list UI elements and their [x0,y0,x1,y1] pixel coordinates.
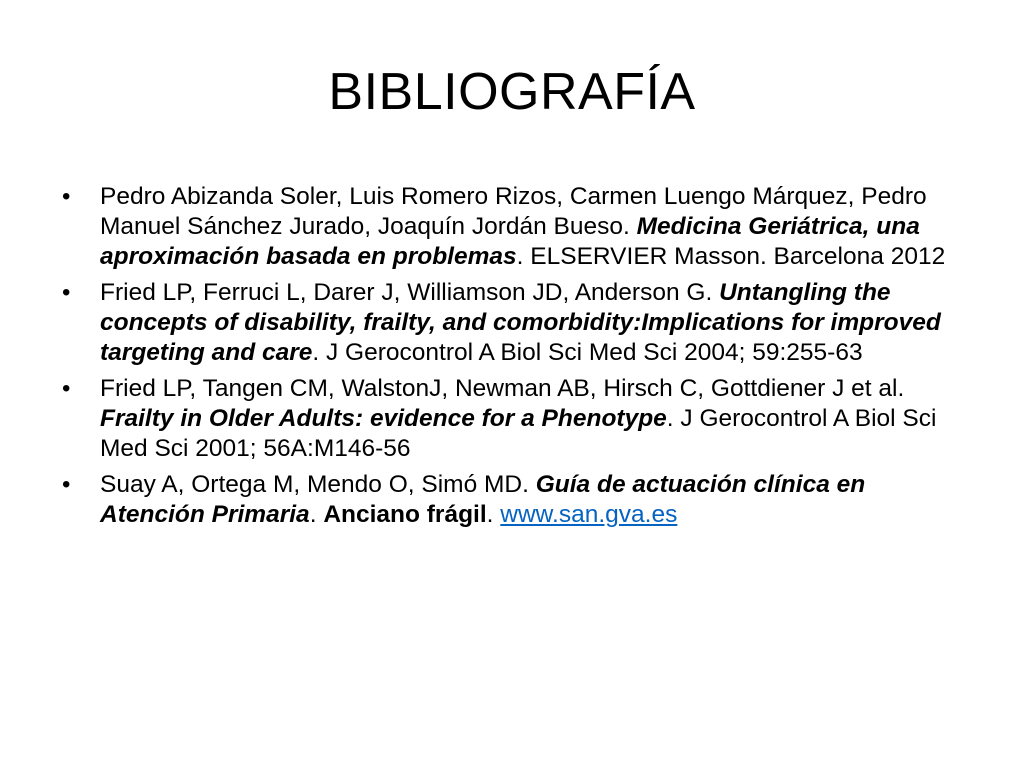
list-item [60,182,960,272]
ref-title: Guía de actuación clínica en Atención Primaria [100,471,866,528]
ref-rest: . J Gerocontrol A Biol Sci Med Sci 2004; 59:255-63 [312,339,863,366]
ref-rest: . ELSERVIER Masson. Barcelona 2012 [516,243,946,270]
ref-title: Frailty in Older Adults: evidence for a Phenotype [100,405,667,432]
ref-authors: Pedro Abizanda Soler, Luis Romero Rizos, Carmen Luengo Márquez, Pedro Manuel Sánchez Jurado, Joaquín Jordán Bueso. [100,183,927,240]
ref-title: Medicina Geriátrica, una aproximación basada en problemas [100,213,920,270]
bullet-icon: • [62,183,71,210]
list-item [60,470,960,530]
slide-title: BIBLIOGRAFÍA [328,63,696,121]
bullet-icon: • [62,375,71,402]
list-item [60,374,960,464]
ref-separator: . [486,501,501,528]
ref-authors: Fried LP, Tangen CM, WalstonJ, Newman AB, Hirsch C, Gottdiener J et al. [100,375,905,402]
bibliography-list [60,182,960,536]
list-item [60,278,960,368]
bullet-icon: • [62,471,71,498]
ref-authors: Fried LP, Ferruci L, Darer J, Williamson JD, Anderson G. [100,279,720,306]
ref-subtitle: Anciano frágil [323,501,487,528]
bullet-icon: • [62,279,71,306]
website-link[interactable]: www.san.gva.es [500,501,678,528]
ref-separator: . [309,501,324,528]
ref-rest: . J Gerocontrol A Biol Sci Med Sci 2001; 56A:M146-56 [100,405,937,462]
ref-title: Untangling the concepts of disability, frailty, and comorbidity:Implications for improved targeting and care [100,279,941,366]
ref-authors: Suay A, Ortega M, Mendo O, Simó MD. [100,471,536,498]
